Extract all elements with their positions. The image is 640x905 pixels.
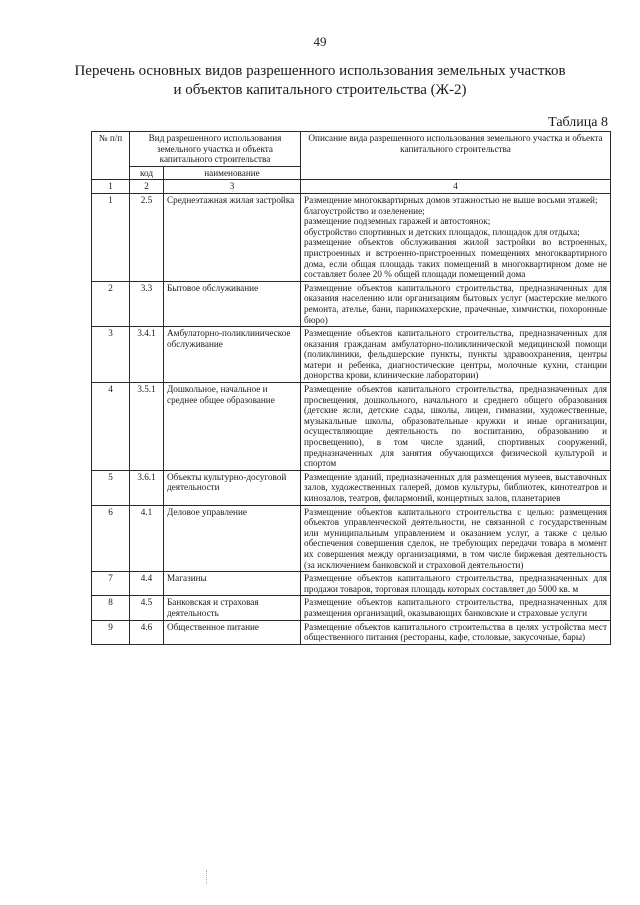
col-number: 4 — [301, 180, 611, 194]
row-num: 3 — [92, 327, 130, 383]
header-description: Описание вида разрешенного использования земельного участка и объекта капитального строительства — [301, 132, 611, 180]
row-description — [301, 193, 611, 281]
header-row — [92, 132, 611, 167]
table-row — [92, 193, 611, 281]
row-description: Размещение объектов капитального строительства, предназначенных для продажи товаров, торговая площадь которых составляет до 5000 кв. м — [301, 572, 611, 596]
row-description: Размещение объектов капитального строительства, предназначенных для размещения организаций, оказывающих банковские и страховые услуги — [301, 596, 611, 620]
row-code: 4.4 — [130, 572, 164, 596]
row-description: Размещение зданий, предназначенных для размещения музеев, выставочных залов, художественных галерей, домов культуры, библиотек, кинотеатров и кинозалов, театров, филармоний, концертных залов, планетариев — [301, 470, 611, 505]
row-name: Общественное питание — [164, 620, 301, 644]
row-num: 8 — [92, 596, 130, 620]
col-number: 2 — [130, 180, 164, 194]
header-num: № п/п — [92, 132, 130, 180]
row-code: 3.4.1 — [130, 327, 164, 383]
table-row — [92, 596, 611, 620]
table-row — [92, 327, 611, 383]
table-caption: Таблица 8 — [548, 115, 608, 130]
row-num: 9 — [92, 620, 130, 644]
table-row — [92, 572, 611, 596]
row-code: 2.5 — [130, 193, 164, 281]
table-row — [92, 505, 611, 572]
row-num: 5 — [92, 470, 130, 505]
table-row — [92, 383, 611, 471]
table-row — [92, 470, 611, 505]
row-code: 4.6 — [130, 620, 164, 644]
row-name: Объекты культурно-досуговой деятельности — [164, 470, 301, 505]
title-line-1: Перечень основных видов разрешенного использования земельных участков — [74, 63, 566, 79]
col-number: 3 — [164, 180, 301, 194]
row-name: Амбулаторно-поликлиническое обслуживание — [164, 327, 301, 383]
row-num: 7 — [92, 572, 130, 596]
row-code: 3.3 — [130, 281, 164, 326]
page-number: 49 — [313, 34, 327, 49]
scan-artifact-mark — [206, 870, 211, 884]
row-num: 2 — [92, 281, 130, 326]
header-name: наименование — [164, 166, 301, 180]
row-description: Размещение объектов капитального строительства, предназначенных для оказания гражданам амбулаторно-поликлинической медицинской помощи (поликлиники, фельдшерские пункты, пункты здравоохранения, центры матери и ребенка, диагностические центры, молочные кухни, станции донорства крови, клинические лаборатории) — [301, 327, 611, 383]
row-code: 3.6.1 — [130, 470, 164, 505]
row-name: Магазины — [164, 572, 301, 596]
row-num: 1 — [92, 193, 130, 281]
row-description: Размещение объектов капитального строительства с целью: размещения объектов управленческой деятельности, не связанной с государственным или муниципальным управлением и оказанием услуг, а также с целью обеспечения совершения сделок, не требующих передачи товара в момент их совершения между организациями, в том числе биржевая деятельность (за исключением банковской и страховой деятельности) — [301, 505, 611, 572]
row-description: Размещение объектов капитального строительства, предназначенных для оказания населению или организациям бытовых услуг (мастерские мелкого ремонта, ателье, бани, парикмахерские, прачечные, химчистки, похоронные бюро) — [301, 281, 611, 326]
header-kind: Вид разрешенного использования земельного участка и объекта капитального строительства — [130, 132, 301, 167]
row-name: Бытовое обслуживание — [164, 281, 301, 326]
row-name: Дошкольное, начальное и среднее общее образование — [164, 383, 301, 471]
title-line-2: и объектов капитального строительства (Ж-2) — [173, 82, 467, 98]
row-num: 4 — [92, 383, 130, 471]
table-row — [92, 281, 611, 326]
description-line: благоустройство и озеленение; — [304, 205, 425, 216]
row-description: Размещение объектов капитального строительства, предназначенных для просвещения, дошкольного, начального и среднего общего образования (детские ясли, детские сады, школы, лицеи, гимназии, художественные, музыкальные школы, образовательные кружки и иные организации, осуществляющие деятельность по воспитанию, образованию и просвещению), в том числе зданий, спортивных сооружений, предназначенных для занятия обучающихся физической культурой и спортом — [301, 383, 611, 471]
header-code: код — [130, 166, 164, 180]
row-name: Деловое управление — [164, 505, 301, 572]
row-name: Банковская и страховая деятельность — [164, 596, 301, 620]
row-description: Размещение объектов капитального строительства в целях устройства мест общественного питания (рестораны, кафе, столовые, закусочные, бары) — [301, 620, 611, 644]
document-title — [60, 62, 580, 100]
description-line: Размещение многоквартирных домов этажностью не выше восьми этажей; — [304, 194, 598, 205]
row-name: Среднеэтажная жилая застройка — [164, 193, 301, 281]
row-code: 3.5.1 — [130, 383, 164, 471]
row-num: 6 — [92, 505, 130, 572]
description-line: размещение объектов обслуживания жилой застройки во встроенных, пристроенных и встроенно-пристроенных помещениях многоквартирного дома, если общая площадь таких помещений в многоквартирном доме не составляет более 20 % общей площади помещений дома — [304, 237, 608, 280]
description-line: обустройство спортивных и детских площадок, площадок для отдыха; — [304, 226, 580, 237]
row-code: 4.1 — [130, 505, 164, 572]
row-code: 4.5 — [130, 596, 164, 620]
land-use-table — [91, 131, 611, 645]
table-row — [92, 620, 611, 644]
column-number-row — [92, 180, 611, 194]
description-line: размещение подземных гаражей и автостоянок; — [304, 216, 491, 227]
col-number: 1 — [92, 180, 130, 194]
